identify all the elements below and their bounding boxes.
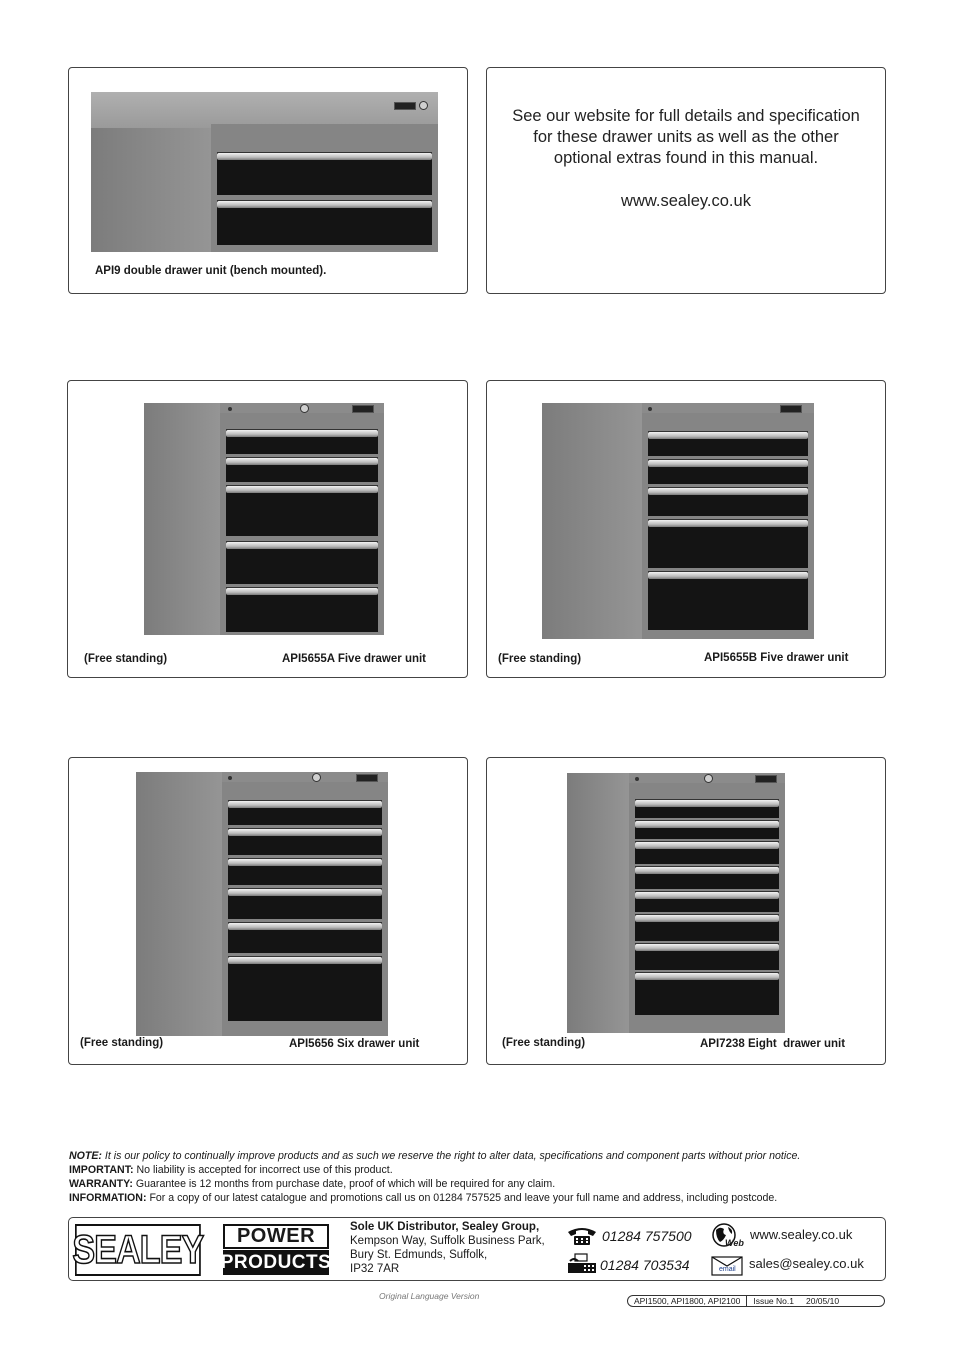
stand-api5656: (Free standing)	[80, 1037, 164, 1049]
caption-api5655b: API5655B Five drawer unit	[704, 652, 849, 664]
model-numbers: API1500, API1800, API2100	[634, 1296, 741, 1306]
issue-date: 20/05/10	[805, 1296, 840, 1306]
address-line-2: Bury St. Edmunds, Suffolk,	[350, 1249, 488, 1261]
api9-image	[91, 92, 438, 252]
stand-api5655b: (Free standing)	[498, 653, 582, 665]
notes-block	[69, 1149, 909, 1205]
warranty-line: WARRANTY: Guarantee is 12 months from purchase date, proof of which will be required for any claim.	[69, 1178, 556, 1190]
product-box-api7238	[486, 757, 886, 1065]
product-box-api5656	[68, 757, 468, 1065]
web-label: Web	[725, 1238, 744, 1248]
distributor-address	[350, 1220, 545, 1276]
caption-api7238: API7238 Eight drawer unit	[700, 1038, 846, 1050]
stand-api7238: (Free standing)	[502, 1037, 586, 1049]
power-products-logo	[220, 1224, 332, 1276]
website-link[interactable]: www.sealey.co.uk	[750, 1227, 853, 1242]
fax-icon	[566, 1253, 598, 1275]
footer-box	[68, 1217, 886, 1281]
api5655a-image	[144, 403, 384, 635]
phone-number: 01284 757500	[602, 1228, 692, 1244]
fax-number: 01284 703534	[600, 1257, 690, 1273]
important-line: IMPORTANT: No liability is accepted for incorrect use of this product.	[69, 1164, 393, 1176]
promo-line-1: See our website for full details and specification	[512, 107, 860, 125]
address-line-1: Kempson Way, Suffolk Business Park,	[350, 1235, 545, 1247]
address-line-3: IP32 7AR	[350, 1263, 400, 1275]
sealey-logo: SEALEY	[75, 1224, 201, 1276]
telephone-icon	[566, 1226, 598, 1246]
distributor-name: Sole UK Distributor, Sealey Group,	[350, 1221, 540, 1233]
caption-api5656: API5656 Six drawer unit	[289, 1038, 420, 1050]
promo-line-3: optional extras found in this manual.	[553, 149, 819, 167]
product-box-api5655b	[486, 380, 886, 678]
email-label: email	[719, 1266, 736, 1273]
issue-info	[627, 1295, 885, 1307]
issue-number: Issue No.1	[753, 1296, 794, 1306]
product-box-api5655a	[67, 380, 468, 678]
api5656-image	[136, 772, 388, 1036]
promo-line-2: for these drawer units as well as the other	[533, 128, 839, 146]
note-line: NOTE: It is our policy to continually improve products and as such we reserve the right to alter data, specifications and component parts without prior notice.	[69, 1150, 801, 1162]
information-line: INFORMATION: For a copy of our latest catalogue and promotions call us on 01284 757525 and leave your full name and address, including postcode.	[69, 1192, 778, 1204]
caption-api9: API9 double drawer unit (bench mounted).	[95, 265, 327, 277]
email-link[interactable]: sales@sealey.co.uk	[749, 1256, 864, 1271]
stand-api5655a: (Free standing)	[84, 653, 168, 665]
promo-box	[486, 67, 886, 294]
logo-power: POWER	[223, 1224, 329, 1249]
caption-api5655a: API5655A Five drawer unit	[282, 653, 427, 665]
logo-products: PRODUCTS	[223, 1250, 329, 1275]
original-language-note: Original Language Version	[379, 1291, 480, 1301]
api5655b-image	[542, 403, 814, 639]
promo-url[interactable]: www.sealey.co.uk	[621, 192, 751, 210]
api7238-image	[567, 773, 785, 1033]
product-box-api9	[68, 67, 468, 294]
